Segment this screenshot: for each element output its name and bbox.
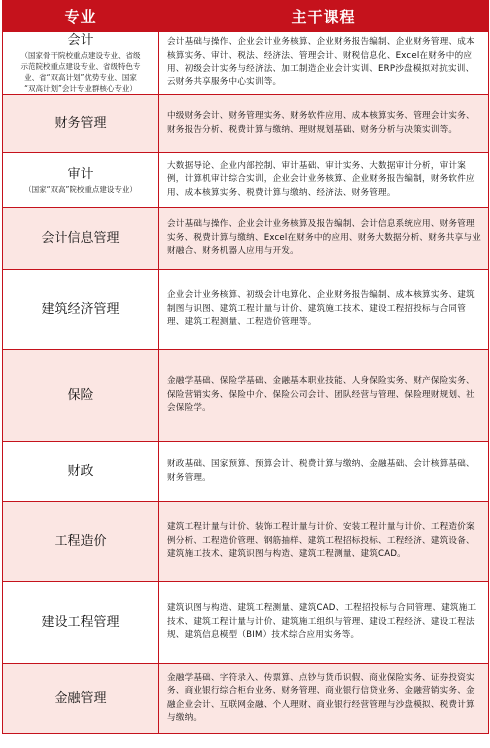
table-header-row	[3, 1, 489, 32]
major-cell	[3, 153, 159, 208]
major-name: 审计	[67, 166, 94, 182]
table-row	[3, 270, 489, 350]
major-cell	[3, 664, 159, 734]
courses-cell: 财政基础、国家预算、预算会计、税费计算与缴纳、金融基础、会计核算基础、财务管理。	[159, 442, 489, 502]
major-note-line: 示范院校重点建设专业、省级特色专	[20, 62, 141, 71]
courses-cell: 企业会计业务核算、初级会计电算化、企业财务报告编制、成本核算实务、建筑制图与识图、建筑工程计量与计价、建筑施工技术、建设工程招投标与合同管理、建筑工程测量、工程造价管理等。	[159, 270, 489, 350]
major-name: 建筑经济管理	[41, 301, 120, 317]
header-courses: 主干课程	[159, 1, 489, 32]
major-cell	[3, 95, 159, 153]
courses-cell: 金融学基础、保险学基础、金融基本职业技能、人身保险实务、财产保险实务、保险营销实务、保险中介、保险公司会计、团队经营与管理、保险理财规划、社会保险学。	[159, 350, 489, 442]
major-name: 建设工程管理	[41, 614, 120, 630]
major-cell	[3, 582, 159, 664]
major-name: 工程造价	[54, 533, 107, 549]
major-name: 财政	[67, 463, 94, 479]
table-row	[3, 95, 489, 153]
table-row	[3, 32, 489, 95]
courses-cell: 大数据导论、企业内部控制、审计基础、审计实务、大数据审计分析，审计案例，计算机审计综合实训，企业会计业务核算、企业财务报告编制，财务软件应用、成本核算实务、税费计算与缴纳、经济法、财务管理。	[159, 153, 489, 208]
courses-cell: 金融学基础、字符录入、传票算、点钞与货币识假、商业保险实务、证券投资实务、商业银行综合柜台业务、财务管理、商业银行信贷业务、金融营销实务、金融企业会计、互联网金融、个人理财、商业银行经营管理与沙盘模拟、税费计算与缴纳。	[159, 664, 489, 734]
major-cell	[3, 442, 159, 502]
courses-cell: 会计基础与操作、企业会计业务核算、企业财务报告编制、企业财务管理、成本核算实务、审计、税法、经济法、管理会计、财税信息化、Excel在财务中的应用、初级会计实务与经济法、加工制造企业会计实训、ERP沙盘模拟对抗实训、云财务共享服务中心实训等。	[159, 32, 489, 95]
major-cell	[3, 350, 159, 442]
table-row	[3, 502, 489, 582]
table-row	[3, 153, 489, 208]
courses-cell: 建筑识图与构造、建筑工程测量、建筑CAD、工程招投标与合同管理、建筑施工技术、建筑工程计量与计价、建筑施工组织与管理、建设工程经济、建设工程法规、建筑信息模型（BIM）技术综合应用实务等。	[159, 582, 489, 664]
major-note-line: “双高计划”会计专业群核心专业）	[24, 84, 137, 93]
major-cell	[3, 270, 159, 350]
major-name: 金融管理	[54, 690, 107, 706]
major-name: 保险	[67, 387, 94, 403]
header-major: 专业	[3, 1, 159, 32]
major-note-line: 业、省“双高计划”优势专业、国家	[24, 73, 137, 82]
major-cell	[3, 502, 159, 582]
major-name: 财务管理	[54, 115, 107, 131]
table-row	[3, 442, 489, 502]
major-note-line: （国家骨干院校重点建设专业、省级	[20, 51, 141, 60]
table-row	[3, 208, 489, 270]
table-row	[3, 350, 489, 442]
table-row	[3, 582, 489, 664]
major-note-line: （国家“双高”院校重点建设专业）	[24, 184, 137, 194]
courses-cell: 中级财务会计、财务管理实务、财务软件应用、成本核算实务、管理会计实务、财务报告分析、税费计算与缴纳、理财规划基础、财务分析与决策实训等。	[159, 95, 489, 153]
major-name: 会计	[67, 33, 94, 48]
major-name: 会计信息管理	[41, 230, 120, 246]
courses-cell: 建筑工程计量与计价、装饰工程计量与计价、安装工程计量与计价、工程造价案例分析、工程造价管理、钢筋抽样、建筑工程招标投标、工程经济、建筑设备、建筑施工技术、建筑识图与构造、建筑工程测量、建筑CAD。	[159, 502, 489, 582]
major-cell	[3, 208, 159, 270]
majors-table	[2, 0, 489, 734]
table-row	[3, 664, 489, 734]
courses-cell: 会计基础与操作、企业会计业务核算及报告编制、会计信息系统应用、财务管理实务、税费计算与缴纳、Excel在财务中的应用、财务大数据分析、财务共享与业财融合、财务机器人应用与开发。	[159, 208, 489, 270]
major-cell	[3, 32, 159, 95]
